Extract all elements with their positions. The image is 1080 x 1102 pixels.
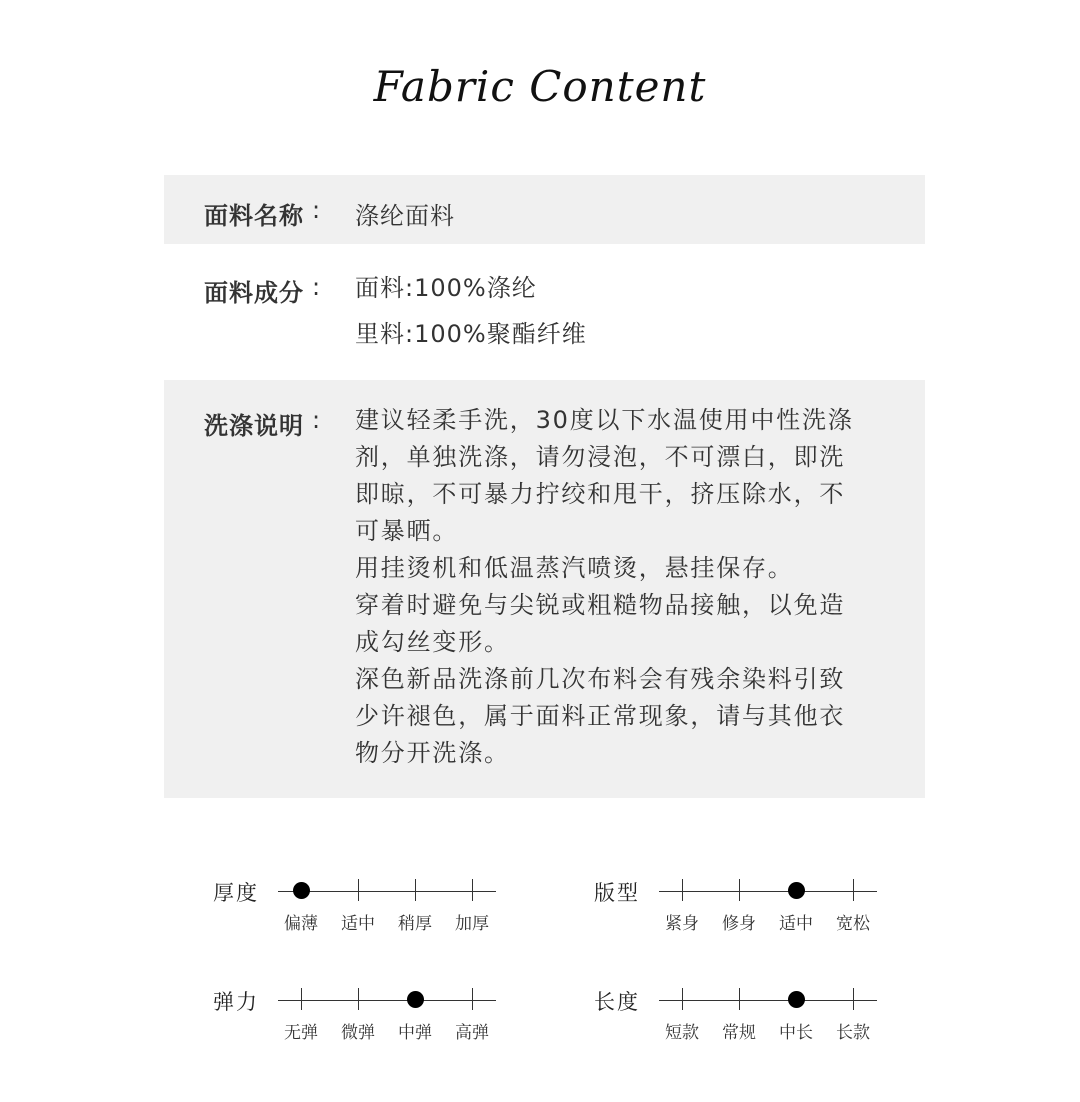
scale-tick <box>472 988 473 1010</box>
composition-value <box>355 270 875 353</box>
scale-tick <box>739 988 740 1010</box>
scale-tick <box>682 988 683 1010</box>
fabric-name-row <box>164 175 925 244</box>
washing-label: 洗涤说明 <box>204 412 304 440</box>
elasticity-scale <box>213 986 543 1056</box>
washing-line: 建议轻柔手洗，30度以下水温使用中性洗涤 <box>355 406 854 434</box>
selected-dot <box>788 991 805 1008</box>
scale-option: 常规 <box>722 1023 756 1043</box>
scale-option: 长款 <box>836 1023 870 1043</box>
scale-option: 适中 <box>341 914 375 934</box>
scale-tick <box>682 879 683 901</box>
composition-label: 面料成分 <box>204 279 304 307</box>
scale-tick <box>853 879 854 901</box>
fabric-name-label: 面料名称 <box>204 202 304 230</box>
scale-tick <box>358 879 359 901</box>
selected-dot <box>788 882 805 899</box>
washing-line: 用挂烫机和低温蒸汽喷烫，悬挂保存。 <box>355 554 794 582</box>
page-title: Fabric Content <box>373 62 707 111</box>
scale-option: 微弹 <box>341 1023 375 1043</box>
composition-line-shell: 面料:100%涤纶 <box>355 274 537 302</box>
washing-line: 少许褪色，属于面料正常现象，请与其他衣 <box>355 702 846 730</box>
scale-option: 高弹 <box>455 1023 489 1043</box>
scale-option: 短款 <box>665 1023 699 1043</box>
washing-line: 即晾，不可暴力拧绞和甩干，挤压除水，不 <box>355 480 846 508</box>
selected-dot <box>407 991 424 1008</box>
scale-line <box>278 1000 496 1001</box>
scale-option: 修身 <box>722 914 756 934</box>
fit-scale <box>594 877 924 947</box>
washing-row <box>164 380 925 798</box>
scale-line <box>659 1000 877 1001</box>
washing-colon: : <box>312 406 321 434</box>
composition-line-lining: 里料:100%聚酯纤维 <box>355 320 587 348</box>
scale-tick <box>472 879 473 901</box>
length-label: 长度 <box>594 990 640 1014</box>
scale-tick <box>301 988 302 1010</box>
scale-option: 适中 <box>779 914 813 934</box>
washing-line: 深色新品洗涤前几次布料会有残余染料引致 <box>355 665 846 693</box>
washing-line: 物分开洗涤。 <box>355 739 510 767</box>
length-scale <box>594 986 924 1056</box>
thickness-label: 厚度 <box>213 881 259 905</box>
selected-dot <box>293 882 310 899</box>
washing-line: 可暴晒。 <box>355 517 459 545</box>
elasticity-label: 弹力 <box>213 990 259 1014</box>
fit-label: 版型 <box>594 881 640 905</box>
washing-value <box>355 402 875 772</box>
washing-line: 剂，单独洗涤，请勿浸泡，不可漂白，即洗 <box>355 443 846 471</box>
scale-option: 稍厚 <box>398 914 432 934</box>
scale-option: 中长 <box>779 1023 813 1043</box>
scale-option: 宽松 <box>836 914 870 934</box>
scale-option: 中弹 <box>398 1023 432 1043</box>
fabric-name-value: 涤纶面料 <box>355 202 455 230</box>
washing-line: 穿着时避免与尖锐或粗糙物品接触，以免造 <box>355 591 846 619</box>
washing-line: 成勾丝变形。 <box>355 628 510 656</box>
scale-tick <box>739 879 740 901</box>
scale-option: 紧身 <box>665 914 699 934</box>
scale-line <box>659 891 877 892</box>
scale-tick <box>358 988 359 1010</box>
scale-tick <box>415 879 416 901</box>
scale-option: 加厚 <box>455 914 489 934</box>
scale-tick <box>853 988 854 1010</box>
thickness-scale <box>213 877 543 947</box>
scale-line <box>278 891 496 892</box>
scale-option: 无弹 <box>284 1023 318 1043</box>
composition-row <box>164 244 925 380</box>
fabric-name-colon: : <box>312 196 321 224</box>
composition-colon: : <box>312 273 321 301</box>
scale-option: 偏薄 <box>284 914 318 934</box>
